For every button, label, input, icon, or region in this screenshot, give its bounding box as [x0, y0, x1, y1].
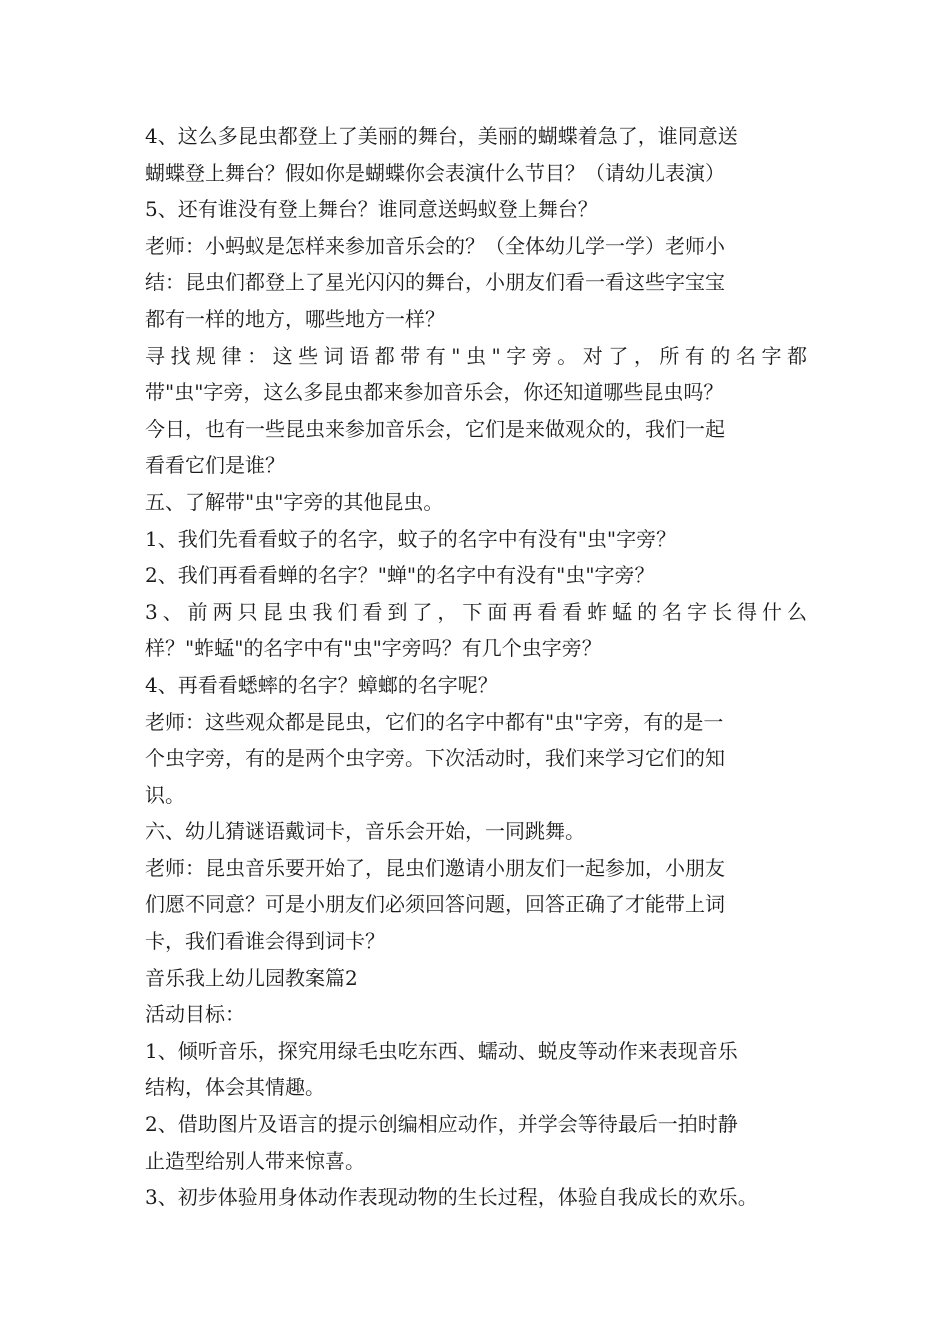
text-line: 4、这么多昆虫都登上了美丽的舞台，美丽的蝴蝶着急了，谁同意送 [145, 124, 738, 148]
document-body [145, 118, 825, 1216]
text-line: 样？"蚱蜢"的名字中有"虫"字旁吗？有几个虫字旁？ [145, 636, 602, 661]
text-line: 卡，我们看谁会得到词卡？ [145, 929, 385, 954]
article-title: 音乐我上幼儿园教案篇2 [145, 965, 358, 990]
text-line: 结：昆虫们都登上了星光闪闪的舞台，小朋友们看一看这些字宝宝 [145, 270, 725, 295]
text-line: 识。 [145, 782, 185, 807]
text-line: 2、我们再看看蝉的名字？"蝉"的名字中有没有"虫"字旁？ [145, 563, 655, 588]
text-line: 老师：这些观众都是昆虫，它们的名字中都有"虫"字旁，有的是一 [145, 709, 724, 734]
section-heading: 活动目标： [145, 1002, 245, 1027]
text-line: 蝴蝶登上舞台？假如你是蝴蝶你会表演什么节目？（请幼儿表演） [145, 160, 725, 185]
text-line: 看看它们是谁？ [145, 453, 285, 478]
text-line: 老师：昆虫音乐要开始了，昆虫们邀请小朋友们一起参加，小朋友 [145, 855, 725, 880]
text-line: 都有一样的地方，哪些地方一样？ [145, 306, 445, 331]
text-line: 带"虫"字旁，这么多昆虫都来参加音乐会，你还知道哪些昆虫吗？ [145, 380, 724, 405]
text-line: 寻找规律：这些词语都带有"虫"字旁。对了，所有的名字都 [145, 343, 807, 368]
section-heading: 六、幼儿猜谜语戴词卡，音乐会开始，一同跳舞。 [145, 819, 585, 844]
text-line: 1、我们先看看蚊子的名字，蚊子的名字中有没有"虫"字旁？ [145, 526, 677, 551]
text-line: 2、借助图片及语言的提示创编相应动作，并学会等待最后一拍时静 [145, 1112, 738, 1137]
text-line: 3、初步体验用身体动作表现动物的生长过程，体验自我成长的欢乐。 [145, 1185, 758, 1210]
text-line: 老师：小蚂蚁是怎样来参加音乐会的？（全体幼儿学一学）老师小 [145, 233, 725, 258]
text-line: 个虫字旁，有的是两个虫字旁。下次活动时，我们来学习它们的知 [145, 746, 725, 771]
text-line: 5、还有谁没有登上舞台？谁同意送蚂蚁登上舞台？ [145, 197, 598, 222]
text-line: 结构，体会其情趣。 [145, 1075, 325, 1100]
text-line: 止造型给别人带来惊喜。 [145, 1148, 365, 1173]
text-line: 1、倾听音乐，探究用绿毛虫吃东西、蠕动、蜕皮等动作来表现音乐 [145, 1038, 738, 1063]
text-line: 3、前两只昆虫我们看到了，下面再看看蚱蜢的名字长得什么 [145, 599, 807, 624]
text-line: 们愿不同意？可是小朋友们必须回答问题，回答正确了才能带上词 [145, 892, 725, 917]
section-heading: 五、了解带"虫"字旁的其他昆虫。 [145, 489, 444, 514]
text-line: 4、再看看蟋蟀的名字？蟑螂的名字呢？ [145, 672, 498, 697]
text-line: 今日，也有一些昆虫来参加音乐会，它们是来做观众的，我们一起 [145, 416, 725, 441]
